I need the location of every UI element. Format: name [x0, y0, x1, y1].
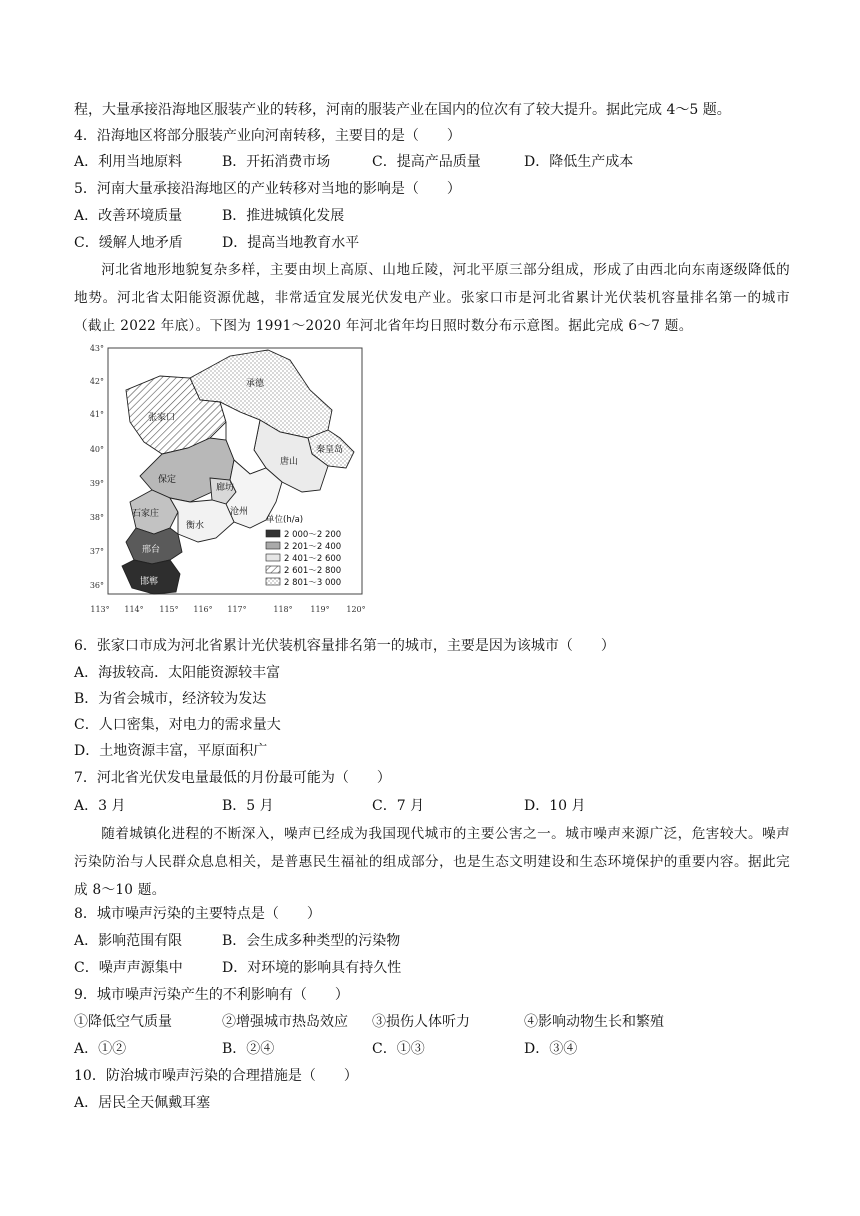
tick-115: 115°: [159, 605, 179, 614]
label-chengde: 承德: [246, 379, 265, 389]
label-tangshan: 唐山: [280, 457, 299, 467]
label-shijiazhuang: 石家庄: [132, 509, 160, 519]
question-stem: 10．防治城市噪声污染的合理措施是（ ）: [74, 1068, 358, 1084]
option-b[interactable]: B．5 月: [222, 798, 274, 814]
tick-42: 42°: [89, 377, 104, 386]
label-qinhuangdao: 秦皇岛: [316, 445, 344, 455]
map-legend: [266, 514, 341, 588]
label-baoding: 保定: [158, 475, 177, 485]
option-b[interactable]: B．推进城镇化发展: [222, 208, 345, 224]
question-stem: 8．城市噪声污染的主要特点是（ ）: [74, 906, 321, 922]
x-axis-ticks: [90, 605, 365, 614]
question-stem: 6．张家口市成为河北省累计光伏装机容量排名第一的城市，主要是因为该城市（ ）: [74, 638, 615, 654]
option-b[interactable]: B．②④: [222, 1041, 275, 1057]
option-a[interactable]: A．①②: [74, 1041, 127, 1057]
option-d[interactable]: D．土地资源丰富，平原面积广: [74, 743, 268, 759]
legend-item-2: 2 201～2 400: [284, 542, 342, 552]
option-c[interactable]: C．①③: [372, 1041, 425, 1057]
tick-39: 39°: [89, 479, 104, 488]
tick-116: 116°: [193, 605, 213, 614]
question-stem: 4．沿海地区将部分服装产业向河南转移，主要目的是（ ）: [74, 128, 461, 144]
option-d[interactable]: D．③④: [524, 1041, 578, 1057]
tick-37: 37°: [89, 547, 104, 556]
tick-40: 40°: [89, 445, 104, 454]
label-cangzhou: 沧州: [230, 507, 249, 517]
statement-3: ③损伤人体听力: [372, 1014, 470, 1030]
statement-4: ④影响动物生长和繁殖: [524, 1014, 664, 1030]
tick-118: 118°: [273, 605, 293, 614]
statement-1: ①降低空气质量: [74, 1014, 172, 1030]
option-b[interactable]: B．开拓消费市场: [222, 154, 331, 170]
region-hengshui: [170, 498, 234, 542]
option-c[interactable]: C．缓解人地矛盾: [74, 235, 183, 251]
tick-38: 38°: [89, 513, 104, 522]
legend-item-4: 2 601～2 800: [284, 566, 342, 576]
hebei-sunshine-map: [70, 342, 372, 622]
tick-117: 117°: [227, 605, 247, 614]
question-stem: 5．河南大量承接沿海地区的产业转移对当地的影响是（ ）: [74, 181, 461, 197]
option-a[interactable]: A．居民全天佩戴耳塞: [74, 1095, 211, 1111]
legend-item-1: 2 000～2 200: [284, 530, 342, 540]
y-axis-ticks: [90, 344, 104, 590]
statement-2: ②增强城市热岛效应: [222, 1014, 348, 1030]
option-c[interactable]: C．提高产品质量: [372, 154, 481, 170]
label-xingtai: 邢台: [142, 545, 161, 555]
label-hengshui: 衡水: [186, 521, 205, 531]
passage-noise: 随着城镇化进程的不断深入，噪声已经成为我国现代城市的主要公害之一。城市噪声来源广泛，危害较大。噪声污染防治与人民群众息息相关，是普惠民生福祉的组成部分，也是生态文明建设和生态环境保护的重要内容。据此完成 8～10 题。: [74, 826, 790, 898]
label-zhangjiakou: 张家口: [148, 413, 176, 423]
option-a[interactable]: A．3 月: [74, 798, 126, 814]
legend-item-3: 2 401～2 600: [284, 554, 342, 564]
option-b[interactable]: B．会生成多种类型的污染物: [222, 933, 401, 949]
option-a[interactable]: A．海拔较高．太阳能资源较丰富: [74, 665, 281, 681]
tick-120: 120°: [346, 605, 366, 614]
option-c[interactable]: C．7 月: [372, 798, 425, 814]
legend-item-5: 2 801～3 000: [284, 578, 342, 588]
option-a[interactable]: A．改善环境质量: [74, 208, 183, 224]
tick-36: 36°: [89, 581, 104, 590]
option-d[interactable]: D．降低生产成本: [524, 154, 634, 170]
option-a[interactable]: A．影响范围有限: [74, 933, 183, 949]
label-handan: 邯郸: [140, 577, 159, 587]
option-c[interactable]: C．噪声声源集中: [74, 960, 183, 976]
tick-119: 119°: [310, 605, 330, 614]
question-stem: 9．城市噪声污染产生的不利影响有（ ）: [74, 987, 349, 1003]
option-d[interactable]: D．提高当地教育水平: [222, 235, 360, 251]
option-d[interactable]: D．10 月: [524, 798, 586, 814]
tick-113: 113°: [90, 605, 110, 614]
option-d[interactable]: D．对环境的影响具有持久性: [222, 960, 402, 976]
tick-43: 43°: [89, 344, 104, 353]
tick-41: 41°: [89, 410, 104, 419]
option-a[interactable]: A．利用当地原料: [74, 154, 183, 170]
legend-title: 单位(h/a): [266, 515, 304, 525]
question-stem: 7．河北省光伏发电量最低的月份最可能为（ ）: [74, 770, 391, 786]
option-c[interactable]: C．人口密集，对电力的需求量大: [74, 717, 281, 733]
intro-tail: 程，大量承接沿海地区服装产业的转移，河南的服装产业在国内的位次有了较大提升。据此完成 4～5 题。: [74, 102, 731, 118]
passage-hebei: 河北省地形地貌复杂多样，主要由坝上高原、山地丘陵，河北平原三部分组成，形成了由西北向东南逐级降低的地势。河北省太阳能资源优越，非常适宜发展光伏发电产业。张家口市是河北省累计光伏装机容量排名第一的城市（截止 2022 年底）。下图为 1991～2020 年河北省年均日照时数分布示意图。据此完成 6～7 题。: [74, 262, 790, 334]
tick-114: 114°: [124, 605, 144, 614]
label-langfang: 廊坊: [216, 483, 235, 493]
option-b[interactable]: B．为省会城市，经济较为发达: [74, 691, 267, 707]
